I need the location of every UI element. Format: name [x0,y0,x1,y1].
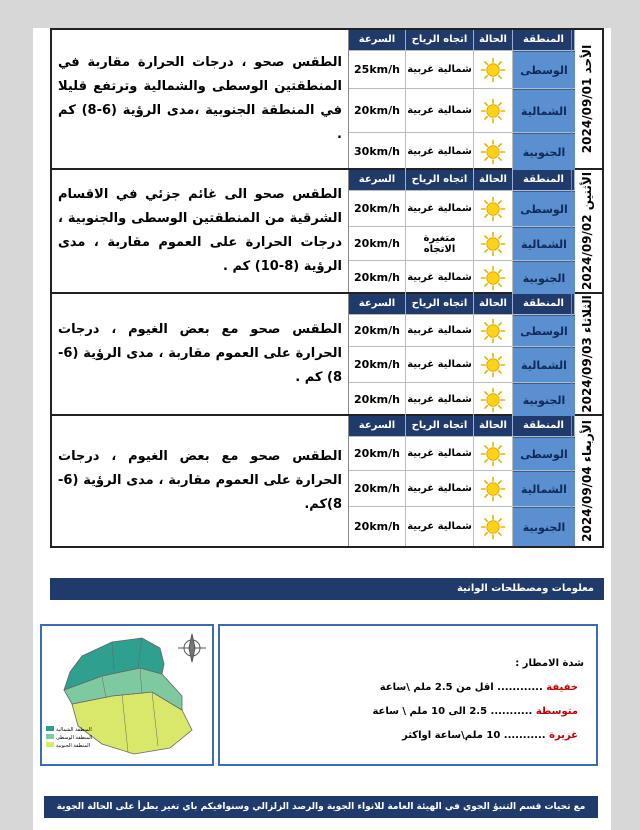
header-state: الحالة [474,30,513,50]
grid-header-row [349,294,575,314]
day-description-cell [52,416,349,546]
info-bar: معلومات ومصطلحات الوانية [50,578,604,600]
wind-speed: 20km/h [349,383,406,416]
day-description: الطقس صحو مع بعض الغيوم ، درجات الحرارة على العموم مقاربة ، مدى الرؤية (6-8) كم . [58,322,342,385]
header-speed: السرعة [349,294,406,314]
rain-level-moderate: متوسطة ........... 2.5 الى 10 ملم \ ساعة [372,706,578,717]
wind-direction: شمالية غربية [406,51,474,88]
day-description: الطقس صحو مع بعض الغيوم ، درجات الحرارة على العموم مقاربة ، مدى الرؤية (6-8)كم. [58,449,342,512]
wind-direction: شمالية غربية [406,261,474,294]
rain-level-light: خفيفة ............ اقل من 2.5 ملم \ساعة [379,682,578,693]
sun-icon [474,227,513,260]
forecast-day [52,416,602,546]
header-wind: اتجاه الرياح [406,416,474,436]
wind-direction: شمالية غربية [406,133,474,170]
wind-direction: شمالية غربية [406,315,474,346]
region-name: الوسطى [513,191,575,226]
legend-south: المنطقة الجنوبية [56,743,91,749]
table-row [349,260,575,294]
table-row [349,226,575,260]
day-date-cell [571,294,602,414]
iraq-regions-map [42,626,212,764]
day-description-cell [52,170,349,292]
forecast-day [52,30,602,170]
sun-icon [474,89,513,132]
sun-icon [474,261,513,294]
day-grid [349,416,575,546]
header-region: المنطقة [513,294,575,314]
region-name: الجنوبية [513,383,575,416]
sun-icon [474,383,513,416]
map-panel [40,624,214,766]
sun-icon [474,471,513,506]
wind-direction: شمالية غربية [406,89,474,132]
wind-speed: 20km/h [349,347,406,382]
rain-level-heavy: غزيرة ........... 10 ملم\ساعة اواكثر [401,730,578,741]
grid-header-row [349,30,575,50]
wind-speed: 20km/h [349,261,406,294]
rain-intensity-panel [218,624,598,766]
sun-icon [474,191,513,226]
table-row [349,190,575,226]
sun-icon [474,347,513,382]
wind-speed: 20km/h [349,471,406,506]
table-row [349,506,575,546]
header-wind: اتجاه الرياح [406,30,474,50]
footer-bar: مع تحيات قسم التنبؤ الجوي في الهيئة العامة للانواء الجوية والرصد الزلزالي وسنوافيكم باي تغير يطرأ على الحالة الجوية [44,796,598,818]
wind-direction: شمالية غربية [406,383,474,416]
day-grid [349,30,575,170]
grid-header-row [349,416,575,436]
region-name: الجنوبية [513,261,575,294]
wind-direction: شمالية غربية [406,191,474,226]
region-name: الوسطى [513,437,575,470]
rain-title: شدة الامطار : [515,658,584,669]
wind-direction: شمالية غربية [406,437,474,470]
legend-north: المنطقة الشمالية [56,727,92,733]
day-description: الطقس صحو الى غائم جزئي في الاقسام الشرقية من المنطقتين الوسطى والجنوبية ، درجات الحرارة على العموم مقاربة ، مدى الرؤية (8-10) كم . [58,187,342,274]
sun-icon [474,315,513,346]
day-date: الأحد 2024/09/01 [580,44,594,154]
forecast-table [50,28,604,548]
day-date-cell [571,170,602,292]
wind-direction: متغيرة الاتجاه [406,227,474,260]
header-region: المنطقة [513,416,575,436]
header-speed: السرعة [349,416,406,436]
map-legend [46,726,92,749]
header-state: الحالة [474,170,513,190]
forecast-day [52,294,602,416]
table-row [349,50,575,88]
table-row [349,470,575,506]
day-date-cell [571,416,602,546]
table-row [349,132,575,170]
region-name: الجنوبية [513,133,575,170]
wind-speed: 25km/h [349,51,406,88]
day-date: الأثنين 2024/09/02 [580,172,595,290]
wind-speed: 20km/h [349,227,406,260]
wind-speed: 20km/h [349,315,406,346]
day-description-cell [52,30,349,168]
sun-icon [474,133,513,170]
sun-icon [474,437,513,470]
header-speed: السرعة [349,30,406,50]
region-name: الشمالية [513,89,575,132]
wind-speed: 20km/h [349,437,406,470]
wind-direction: شمالية غربية [406,507,474,546]
day-grid [349,294,575,416]
day-description: الطقس صحو ، درجات الحرارة مقاربة في المنطقتين الوسطى والشمالية وترتفع قليلا في المنطقة الجنوبية ،مدى الرؤية (6-8) كم . [58,55,342,142]
header-region: المنطقة [513,170,575,190]
wind-speed: 20km/h [349,89,406,132]
header-wind: اتجاه الرياح [406,294,474,314]
wind-direction: شمالية غربية [406,347,474,382]
wind-direction: شمالية غربية [406,471,474,506]
region-name: الوسطى [513,315,575,346]
compass-icon [178,634,206,662]
day-date: الثلاثاء 2024/09/03 [580,295,595,413]
table-row [349,436,575,470]
header-state: الحالة [474,416,513,436]
table-row [349,314,575,346]
day-date: الأربعاء 2024/09/04 [580,420,594,542]
header-state: الحالة [474,294,513,314]
region-name: الشمالية [513,347,575,382]
day-grid [349,170,575,294]
table-row [349,88,575,132]
header-wind: اتجاه الرياح [406,170,474,190]
grid-header-row [349,170,575,190]
table-row [349,346,575,382]
forecast-day [52,170,602,294]
wind-speed: 20km/h [349,507,406,546]
region-name: الجنوبية [513,507,575,546]
region-name: الشمالية [513,227,575,260]
sun-icon [474,51,513,88]
day-description-cell [52,294,349,414]
legend-central: المنطقة الوسطى [56,735,93,741]
region-name: الشمالية [513,471,575,506]
wind-speed: 20km/h [349,191,406,226]
wind-speed: 30km/h [349,133,406,170]
region-name: الوسطى [513,51,575,88]
header-speed: السرعة [349,170,406,190]
day-date-cell [571,30,602,168]
header-region: المنطقة [513,30,575,50]
sun-icon [474,507,513,546]
table-row [349,382,575,416]
